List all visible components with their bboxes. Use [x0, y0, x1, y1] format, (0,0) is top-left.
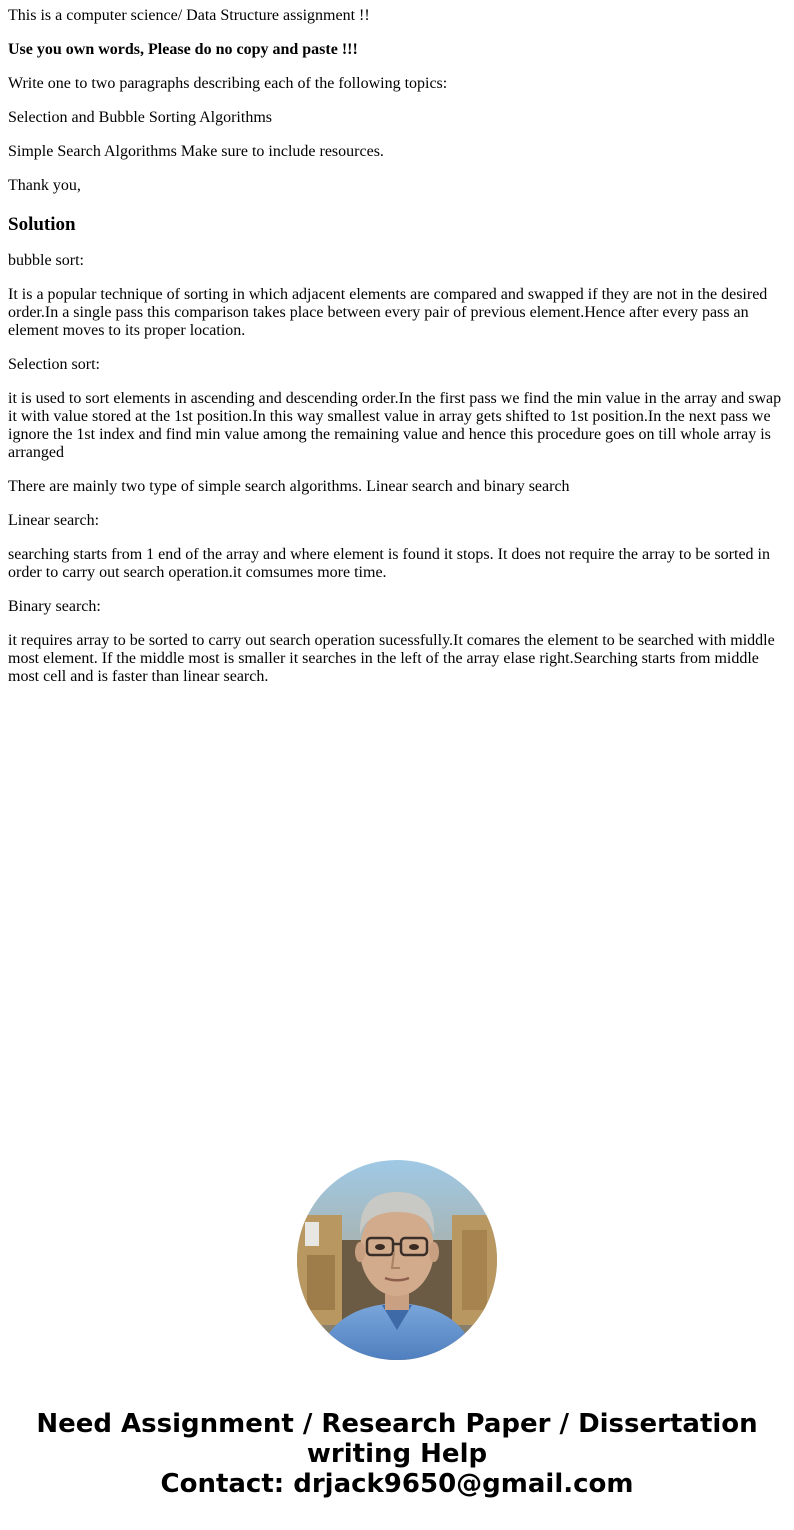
question-line-1: This is a computer science/ Data Structure assignment !!	[8, 7, 370, 24]
linear-search-text: searching starts from 1 end of the array and where element is found it stops. It does not require the array to be sorted in order to carry out search operation.it comsumes more time.	[8, 546, 770, 581]
avatar-portrait-image	[297, 1160, 497, 1360]
binary-search-label: Binary search:	[8, 598, 101, 615]
question-line-5: Simple Search Algorithms Make sure to include resources.	[8, 143, 384, 160]
question-line-4: Selection and Bubble Sorting Algorithms	[8, 109, 272, 126]
linear-search-label: Linear search:	[8, 512, 100, 529]
search-intro-text: There are mainly two type of simple search algorithms. Linear search and binary search	[8, 478, 570, 495]
bubble-sort-label: bubble sort:	[8, 252, 84, 269]
binary-search-text: it requires array to be sorted to carry out search operation sucessfully.It comares the element to be searched with middle most element. If the middle most is smaller it searches in the left of the array elase right.Searching starts from middle most cell and is faster than linear search.	[8, 632, 775, 685]
document-body	[0, 7, 794, 686]
footer-line-1: Need Assignment / Research Paper / Dissertation	[36, 1409, 758, 1439]
footer-line-2: writing Help	[306, 1439, 488, 1469]
selection-sort-label: Selection sort:	[8, 356, 100, 373]
question-instruction-bold: Use you own words, Please do no copy and paste !!!	[8, 41, 358, 58]
selection-sort-text: it is used to sort elements in ascending and descending order.In the first pass we find the min value in the array and swap it with value stored at the 1st position.In this way smallest value in array gets shifted to 1st position.In the next pass we ignore the 1st index and find min value among the remaining value and hence this procedure goes on till whole array is arranged	[8, 390, 782, 461]
solution-heading: Solution	[8, 214, 76, 235]
footer-line-3: Contact: drjack9650@gmail.com	[160, 1469, 634, 1499]
question-line-3: Write one to two paragraphs describing each of the following topics:	[8, 75, 448, 92]
avatar	[297, 1160, 497, 1360]
question-line-2	[8, 41, 786, 59]
footer-contact	[0, 1409, 794, 1499]
question-line-6: Thank you,	[8, 177, 81, 194]
bubble-sort-text: It is a popular technique of sorting in which adjacent elements are compared and swapped if they are not in the desired order.In a single pass this comparison takes place between every pair of previous element.Hence after every pass an element moves to its proper location.	[8, 286, 768, 339]
